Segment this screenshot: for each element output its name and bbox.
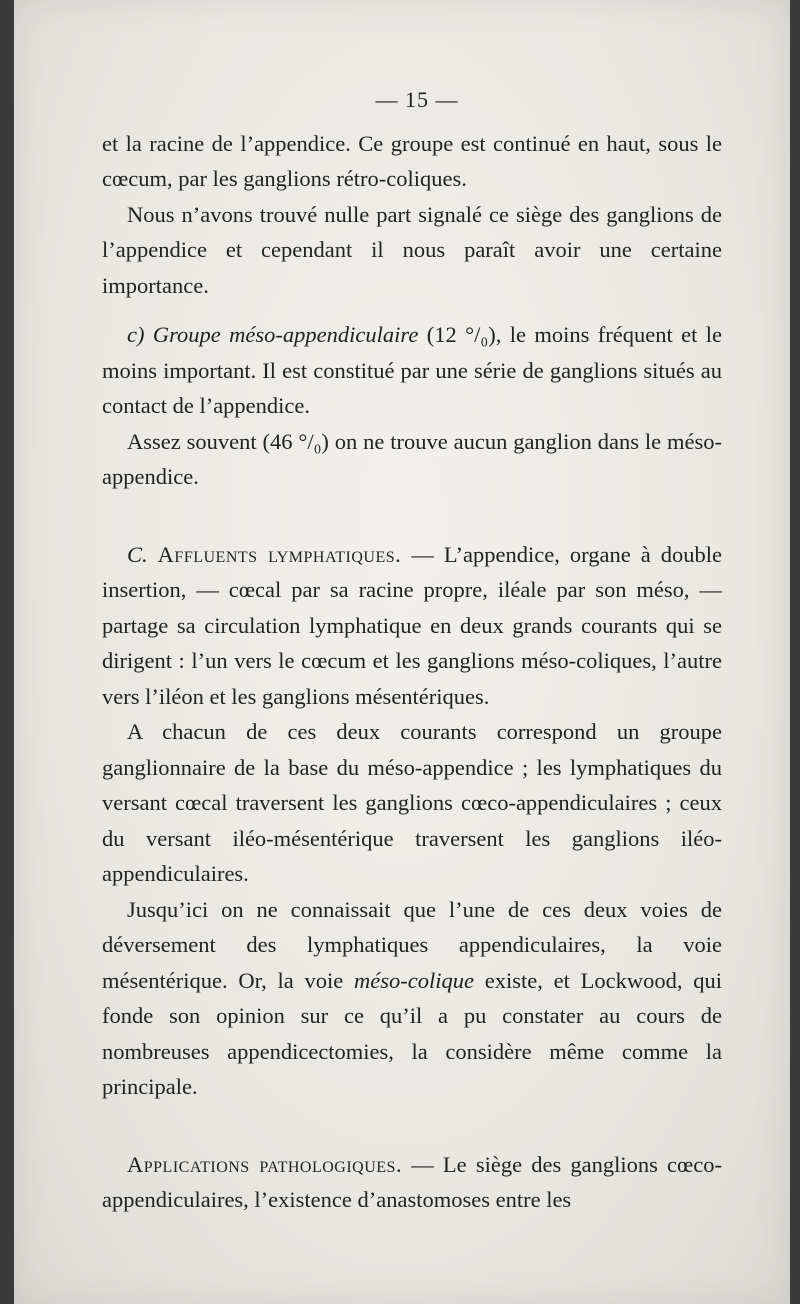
paragraph-text: et la racine de l’appendice. Ce groupe est continué en haut, sous le cœcum, par les ganglions rétro-coliques. [102, 130, 722, 191]
page-content [102, 82, 722, 1218]
paragraph-assez-souvent [102, 424, 722, 495]
paragraph-text: Nous n’avons trouvé nulle part signalé ce siège des ganglions de l’appendice et cependant il nous paraît avoir une certaine importance. [102, 201, 722, 298]
paragraph-siege [102, 197, 722, 304]
paragraph-courants [102, 714, 722, 892]
section-heading: Applications pathologiques. [127, 1151, 403, 1177]
italic-term: méso-colique [354, 967, 475, 993]
paragraph-meso-appendiculaire [102, 317, 722, 424]
page-number: — 15 — [375, 87, 459, 112]
paragraph-text: Assez souvent (46 °/₀) on ne trouve aucun ganglion dans le méso-appendice. [102, 428, 722, 489]
paragraph-text: A chacun de ces deux courants correspond un groupe ganglionnaire de la base du méso-appendice ; les lymphatiques du versant cœcal traversent les ganglions cœco-appendiculaires ; ceux du versant iléo-mésentérique traversent les ganglions iléo-appendiculaires. [102, 719, 722, 886]
paragraph-continuation [102, 126, 722, 197]
paragraph-applications [102, 1147, 722, 1218]
paragraph-lockwood [102, 892, 722, 1105]
paragraph-affluents [102, 537, 722, 715]
paragraph-text: — Le siège des ganglions cœco-appendiculaires, l’existence d’anastomoses entre les [102, 1151, 722, 1212]
paragraph-text: Jusqu’ici on ne connaissait que l’une de ces deux voies de déversement des lymphatiques appendiculaires, la voie mésentérique. Or, la voie [102, 896, 722, 993]
section-letter: C. [127, 541, 158, 567]
book-page [14, 0, 790, 1304]
paragraph-text: (12 °/₀), le moins fréquent et le moins important. Il est constitué par une série de ganglions situés au contact de l’appendice. [102, 322, 722, 418]
section-label: c) Groupe méso-appendiculaire [127, 322, 419, 347]
paragraph-text: existe, et Lockwood, qui fonde son opinion sur ce qu’il a pu constater au cours de nombreuses appendicectomies, la considère même comme la principale. [102, 967, 722, 1099]
paragraph-text: — L’appendice, organe à double insertion, — cœcal par sa racine propre, iléale par son méso, — partage sa circulation lymphatique en deux grands courants qui se dirigent : l’un vers le cœcum et les ganglions méso-coliques, l’autre vers l’iléon et les ganglions mésentériques. [102, 541, 722, 709]
section-heading: Affluents lymphatiques. [157, 541, 402, 567]
